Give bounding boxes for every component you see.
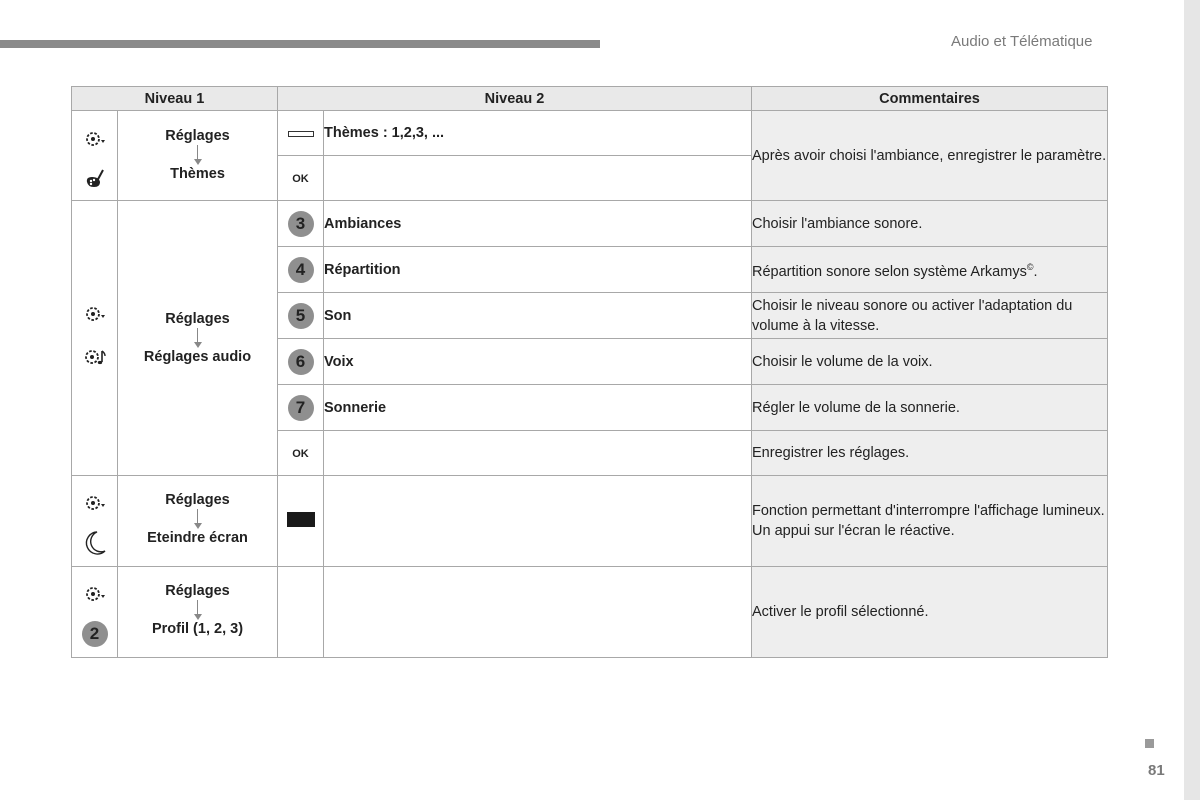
comment-cell: Après avoir choisi l'ambiance, enregistrer le paramètre. xyxy=(752,111,1108,201)
column-header-niveau2: Niveau 2 xyxy=(278,87,752,111)
icon-cell xyxy=(72,476,118,567)
table-row xyxy=(72,567,1108,658)
comment-cell xyxy=(752,476,1108,567)
number-badge: 2 xyxy=(82,621,108,647)
settings-gear-icon xyxy=(84,305,106,327)
key-cell xyxy=(278,156,324,201)
table-row xyxy=(72,476,1108,567)
number-badge: 6 xyxy=(288,349,314,375)
blank-key-icon xyxy=(288,131,314,137)
down-arrow-icon xyxy=(194,144,202,166)
nav-path-cell xyxy=(118,201,278,476)
level2-voix: Voix xyxy=(324,339,752,385)
level2-themes: Thèmes : 1,2,3, ... xyxy=(324,111,752,156)
level2-sonnerie: Sonnerie xyxy=(324,385,752,431)
nav-path-cell xyxy=(118,111,278,201)
nav-item-reglages-audio: Réglages audio xyxy=(143,349,252,365)
nav-item-eteindre-ecran: Eteindre écran xyxy=(147,530,248,546)
comment-line: Un appui sur l'écran le réactive. xyxy=(752,523,955,539)
level2-ambiances: Ambiances xyxy=(324,201,752,247)
ok-key: OK xyxy=(292,173,309,185)
key-cell xyxy=(278,431,324,476)
nav-item-reglages: Réglages xyxy=(165,311,230,327)
comment-cell: Choisir le volume de la voix. xyxy=(752,339,1108,385)
palette-brush-icon xyxy=(84,168,106,194)
nav-item-themes: Thèmes xyxy=(170,166,225,182)
comment-cell: Choisir l'ambiance sonore. xyxy=(752,201,1108,247)
nav-item-reglages: Réglages xyxy=(165,128,230,144)
table-header-row xyxy=(72,87,1108,111)
key-cell xyxy=(278,111,324,156)
icon-cell xyxy=(72,201,118,476)
table-row xyxy=(72,111,1108,156)
copyright-sup: © xyxy=(1026,262,1034,273)
key-cell xyxy=(278,201,324,247)
comment-line: Fonction permettant d'interrompre l'affichage lumineux. xyxy=(752,503,1105,519)
nav-path-cell xyxy=(118,476,278,567)
moon-icon xyxy=(83,530,107,560)
top-rule xyxy=(0,40,600,48)
level2-repartition: Répartition xyxy=(324,247,752,293)
down-arrow-icon xyxy=(194,327,202,349)
nav-item-profil: Profil (1, 2, 3) xyxy=(151,621,244,637)
key-cell xyxy=(278,293,324,339)
column-header-niveau1: Niveau 1 xyxy=(72,87,278,111)
number-badge: 3 xyxy=(288,211,314,237)
comment-cell xyxy=(752,247,1108,293)
column-header-comments: Commentaires xyxy=(752,87,1108,111)
comment-cell: Régler le volume de la sonnerie. xyxy=(752,385,1108,431)
empty-cell xyxy=(278,567,324,658)
comment-cell: Enregistrer les réglages. xyxy=(752,431,1108,476)
icon-cell xyxy=(72,567,118,658)
settings-music-icon xyxy=(83,347,107,371)
empty-cell xyxy=(324,156,752,201)
number-badge: 7 xyxy=(288,395,314,421)
comment-cell: Choisir le niveau sonore ou activer l'adaptation du volume à la vitesse. xyxy=(752,293,1108,339)
settings-table xyxy=(71,86,1108,658)
ok-key: OK xyxy=(292,448,309,460)
icon-cell xyxy=(72,111,118,201)
nav-path-cell xyxy=(118,567,278,658)
comment-end: . xyxy=(1033,263,1038,280)
number-badge: 5 xyxy=(288,303,314,329)
black-screen-key-icon xyxy=(287,512,315,527)
empty-cell xyxy=(324,476,752,567)
page-number: 81 xyxy=(1148,762,1165,779)
key-cell xyxy=(278,385,324,431)
number-badge: 4 xyxy=(288,257,314,283)
page-edge-strip xyxy=(1184,0,1200,800)
down-arrow-icon xyxy=(194,599,202,621)
table-row xyxy=(72,201,1108,247)
key-cell xyxy=(278,476,324,567)
settings-gear-icon xyxy=(84,130,106,152)
nav-item-reglages: Réglages xyxy=(165,583,230,599)
down-arrow-icon xyxy=(194,508,202,530)
comment-cell: Activer le profil sélectionné. xyxy=(752,567,1108,658)
empty-cell xyxy=(324,567,752,658)
settings-gear-icon xyxy=(84,585,106,607)
key-cell xyxy=(278,247,324,293)
level2-son: Son xyxy=(324,293,752,339)
key-cell xyxy=(278,339,324,385)
nav-item-reglages: Réglages xyxy=(165,492,230,508)
comment-text: Répartition sonore selon système Arkamys xyxy=(752,263,1027,280)
empty-cell xyxy=(324,431,752,476)
section-title: Audio et Télématique xyxy=(951,33,1093,50)
footer-marker xyxy=(1145,739,1154,748)
settings-gear-icon xyxy=(84,494,106,516)
